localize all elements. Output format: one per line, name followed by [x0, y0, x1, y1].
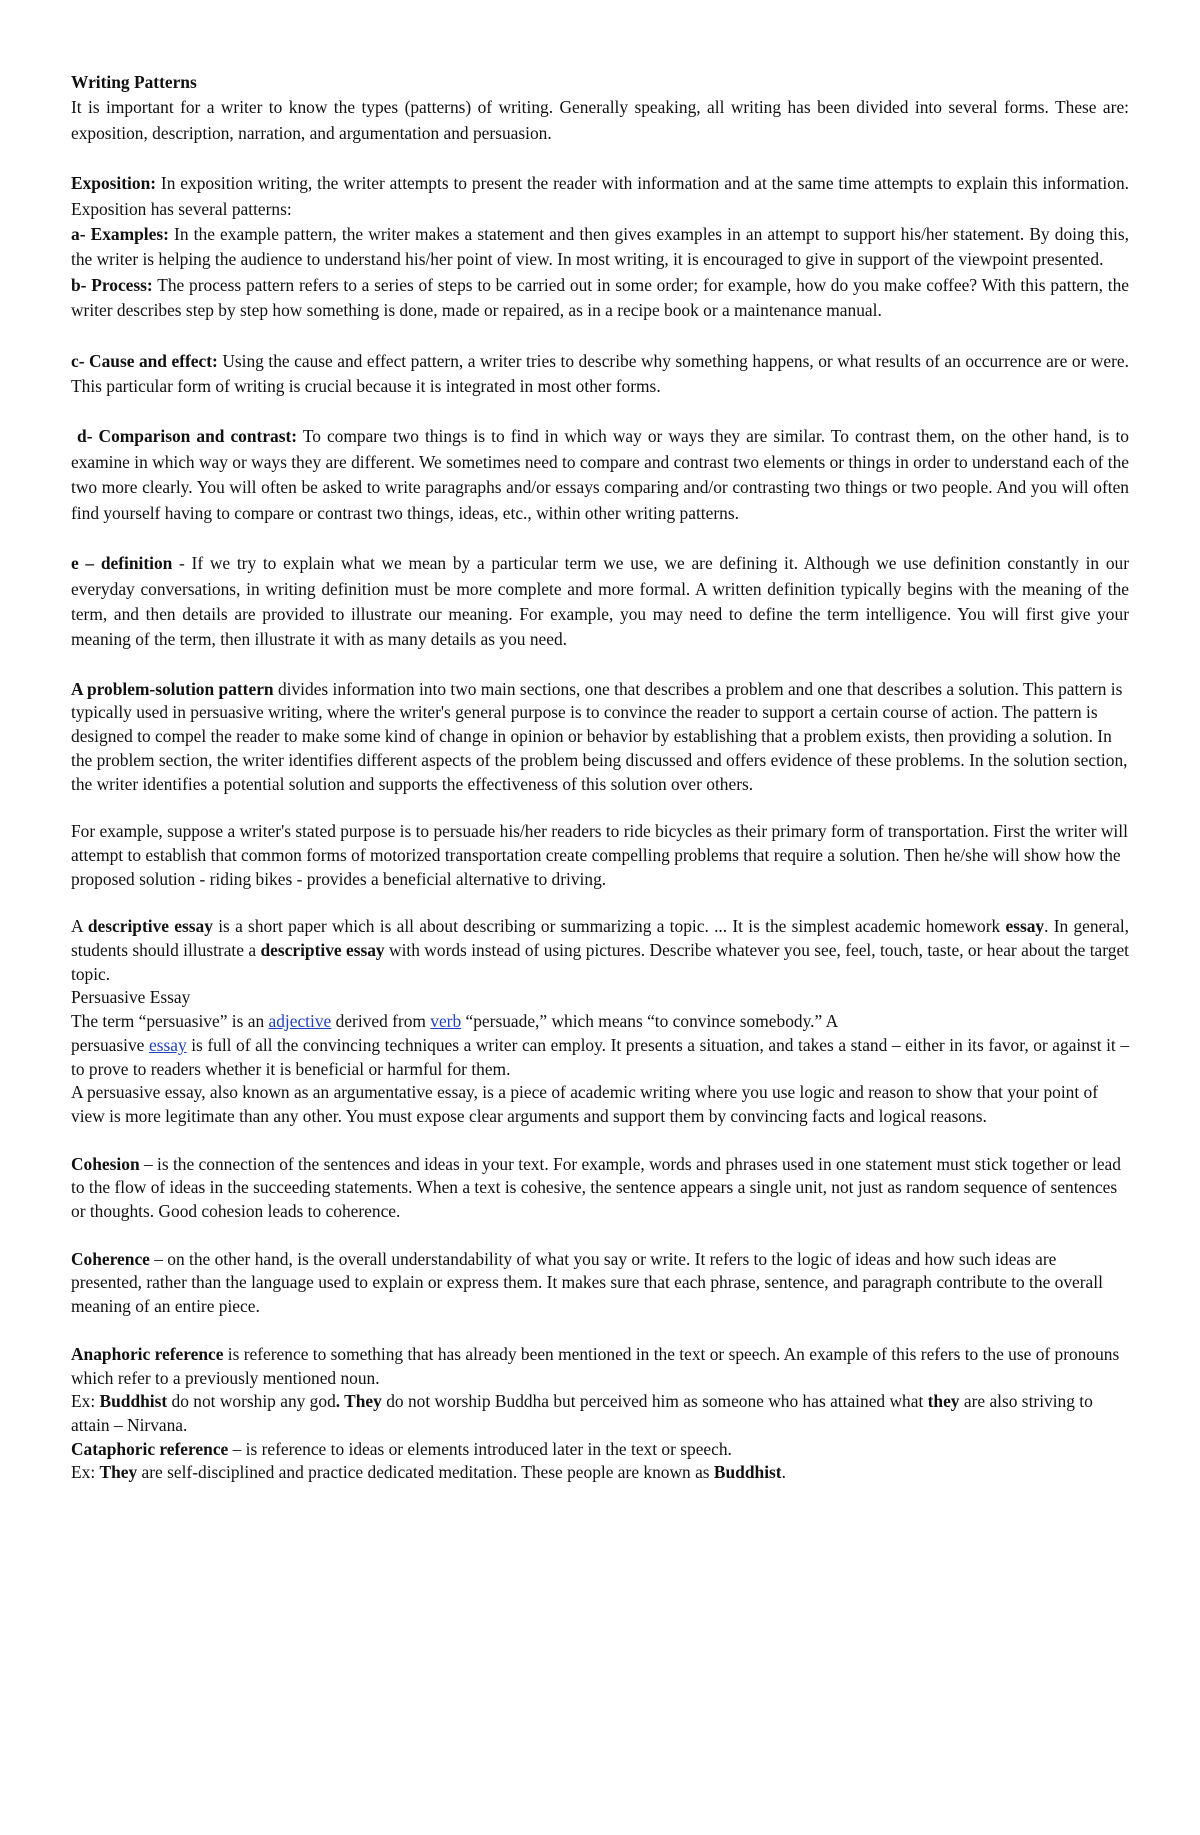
spacer — [71, 1224, 1129, 1248]
anaphoric-example: Ex: Buddhist do not worship any god. They do not worship Buddha but perceived him as someone who has attained what they are also striving to attain – Nirvana. — [71, 1391, 1093, 1435]
spacer — [71, 1129, 1129, 1153]
persuasive-essay-heading: Persuasive Essay — [71, 987, 191, 1008]
intro-paragraph: It is important for a writer to know the types (patterns) of writing. Generally speaking, all writing has been divided into several forms. These are: exposition, description, narration, and argumentation and persuasion. — [71, 97, 1129, 143]
exposition-term: Exposition: — [71, 173, 157, 194]
anaphoric-reference-paragraph: Anaphoric reference is reference to something that has already been mentioned in the text or speech. An example of this refers to the use of pronouns which refer to a previously mentioned noun. — [71, 1343, 1120, 1388]
cause-effect-term: c- Cause and effect: — [71, 350, 218, 371]
spacer — [71, 399, 1129, 424]
cataphoric-example: Ex: They are self-disciplined and practice dedicated meditation. These people are known as Buddhist. — [71, 1462, 786, 1483]
spacer — [71, 653, 1129, 678]
process-paragraph: b- Process: The process pattern refers to a series of steps to be carried out in some order; for example, how do you make coffee? With this pattern, the writer describes step by step how something is done, made or repaired, as in a recipe book or a maintenance manual. — [71, 274, 1129, 321]
cohesion-term: Cohesion — [71, 1153, 140, 1174]
examples-term: a- Examples: — [71, 224, 169, 245]
persuasive-essay-paragraph: persuasive essay is full of all the convincing techniques a writer can employ. It presents a situation, and takes a stand – either in its favor, or against it – to prove to readers whether it is beneficial or harmful for them. — [71, 1034, 1130, 1079]
anaphoric-term: Anaphoric reference — [71, 1343, 224, 1364]
spacer — [71, 324, 1129, 349]
exposition-paragraph: Exposition: In exposition writing, the writer attempts to present the reader with information and at the same time attempts to explain this information. Exposition has several patterns: — [71, 173, 1129, 219]
spacer — [71, 891, 1129, 915]
cohesion-paragraph: Cohesion – is the connection of the sentences and ideas in your text. For example, words and phrases used in one statement must stick together or lead to the flow of ideas in the succeeding statements. When a text is cohesive, the sentence appears a single unit, not just as random sequence of sentences or thoughts. Good cohesion leads to coherence. — [71, 1153, 1121, 1222]
spacer — [71, 146, 1129, 171]
bicycle-example-paragraph: For example, suppose a writer's stated purpose is to persuade his/her readers to ride bicycles as their primary form of transportation. First the writer will attempt to establish that common forms of motorized transportation create compelling problems that require a solution. Then he/she will show how the proposed solution - riding bikes - provides a beneficial alternative to driving. — [71, 821, 1128, 889]
comparison-paragraph: d- Comparison and contrast: To compare two things is to find in which way or ways they are similar. To contrast them, on the other hand, is to examine in which way or ways they are different. We sometimes need to compare and contrast two elements or things in order to understand each of the two more clearly. You will often be asked to write paragraphs and/or essays comparing and/or contrasting two things or two people. And you will often find yourself having to compare or contrast two things, ideas, etc., within other writing patterns. — [71, 426, 1129, 523]
cause-effect-paragraph: c- Cause and effect: Using the cause and effect pattern, a writer tries to describe why something happens, or what results of an occurrence are or were. This particular form of writing is crucial because it is integrated in most other forms. — [71, 350, 1129, 397]
coherence-paragraph: Coherence – on the other hand, is the overall understandability of what you say or write. It refers to the logic of ideas and how such ideas are presented, rather than the language used to explain or express them. It makes sure that each phrase, sentence, and paragraph contribute to the overall meaning of an entire piece. — [71, 1248, 1103, 1317]
problem-solution-term: A problem-solution pattern — [71, 678, 274, 699]
spacer — [71, 796, 1129, 820]
document-page — [71, 70, 1129, 1485]
adjective-link[interactable]: adjective — [268, 1011, 332, 1032]
spacer — [71, 1319, 1129, 1343]
essay-link[interactable]: essay — [148, 1034, 187, 1055]
examples-paragraph: a- Examples: In the example pattern, the writer makes a statement and then gives examples in an attempt to support his/her statement. By doing this, the writer is helping the audience to understand his/her point of view. In most writing, it is encouraged to give in support of the viewpoint presented. — [71, 224, 1129, 270]
cataphoric-term: Cataphoric reference — [71, 1438, 229, 1459]
coherence-term: Coherence — [71, 1248, 150, 1269]
cataphoric-reference-paragraph: Cataphoric reference – is reference to ideas or elements introduced later in the text or speech. — [71, 1438, 732, 1459]
spacer — [71, 526, 1129, 551]
problem-solution-paragraph: A problem-solution pattern divides information into two main sections, one that describes a problem and one that describes a solution. This pattern is typically used in persuasive writing, where the writer's general purpose is to convince the reader to support a certain course of action. The pattern is designed to compel the reader to make some kind of change in opinion or behavior by establishing that a problem exists, then providing a solution. In the problem section, the writer identifies different aspects of the problem being discussed and offers evidence of these problems. In the solution section, the writer identifies a potential solution and supports the effectiveness of this solution over others. — [71, 678, 1128, 794]
descriptive-essay-paragraph: A descriptive essay is a short paper which is all about describing or summarizing a topic. ... It is the simplest academic homework essay. In general, students should illustrate a descriptive essay with words instead of using pictures. Describe whatever you see, feel, touch, taste, or hear about the target topic. — [71, 916, 1129, 984]
persuasive-term-line: The term “persuasive” is an adjective derived from verb “persuade,” which means “to convince somebody.” A — [71, 1011, 839, 1032]
verb-link[interactable]: verb — [430, 1011, 462, 1032]
definition-paragraph: e – definition - If we try to explain what we mean by a particular term we use, we are defining it. Although we use definition constantly in our everyday conversations, in writing definition must be more complete and more formal. A written definition typically begins with the meaning of the term, and then details are provided to illustrate our meaning. For example, you may need to define the term intelligence. You will first give your meaning of the term, then illustrate it with as many details as you need. — [71, 553, 1129, 650]
comparison-term: d- Comparison and contrast: — [77, 426, 298, 447]
process-term: b- Process: — [71, 274, 153, 295]
page-title: Writing Patterns — [71, 72, 197, 92]
definition-term: e – definition — [71, 553, 173, 574]
argumentative-essay-paragraph: A persuasive essay, also known as an argumentative essay, is a piece of academic writing where you use logic and reason to show that your point of view is more legitimate than any other. You must expose clear arguments and support them by convincing facts and logical reasons. — [71, 1082, 1099, 1126]
